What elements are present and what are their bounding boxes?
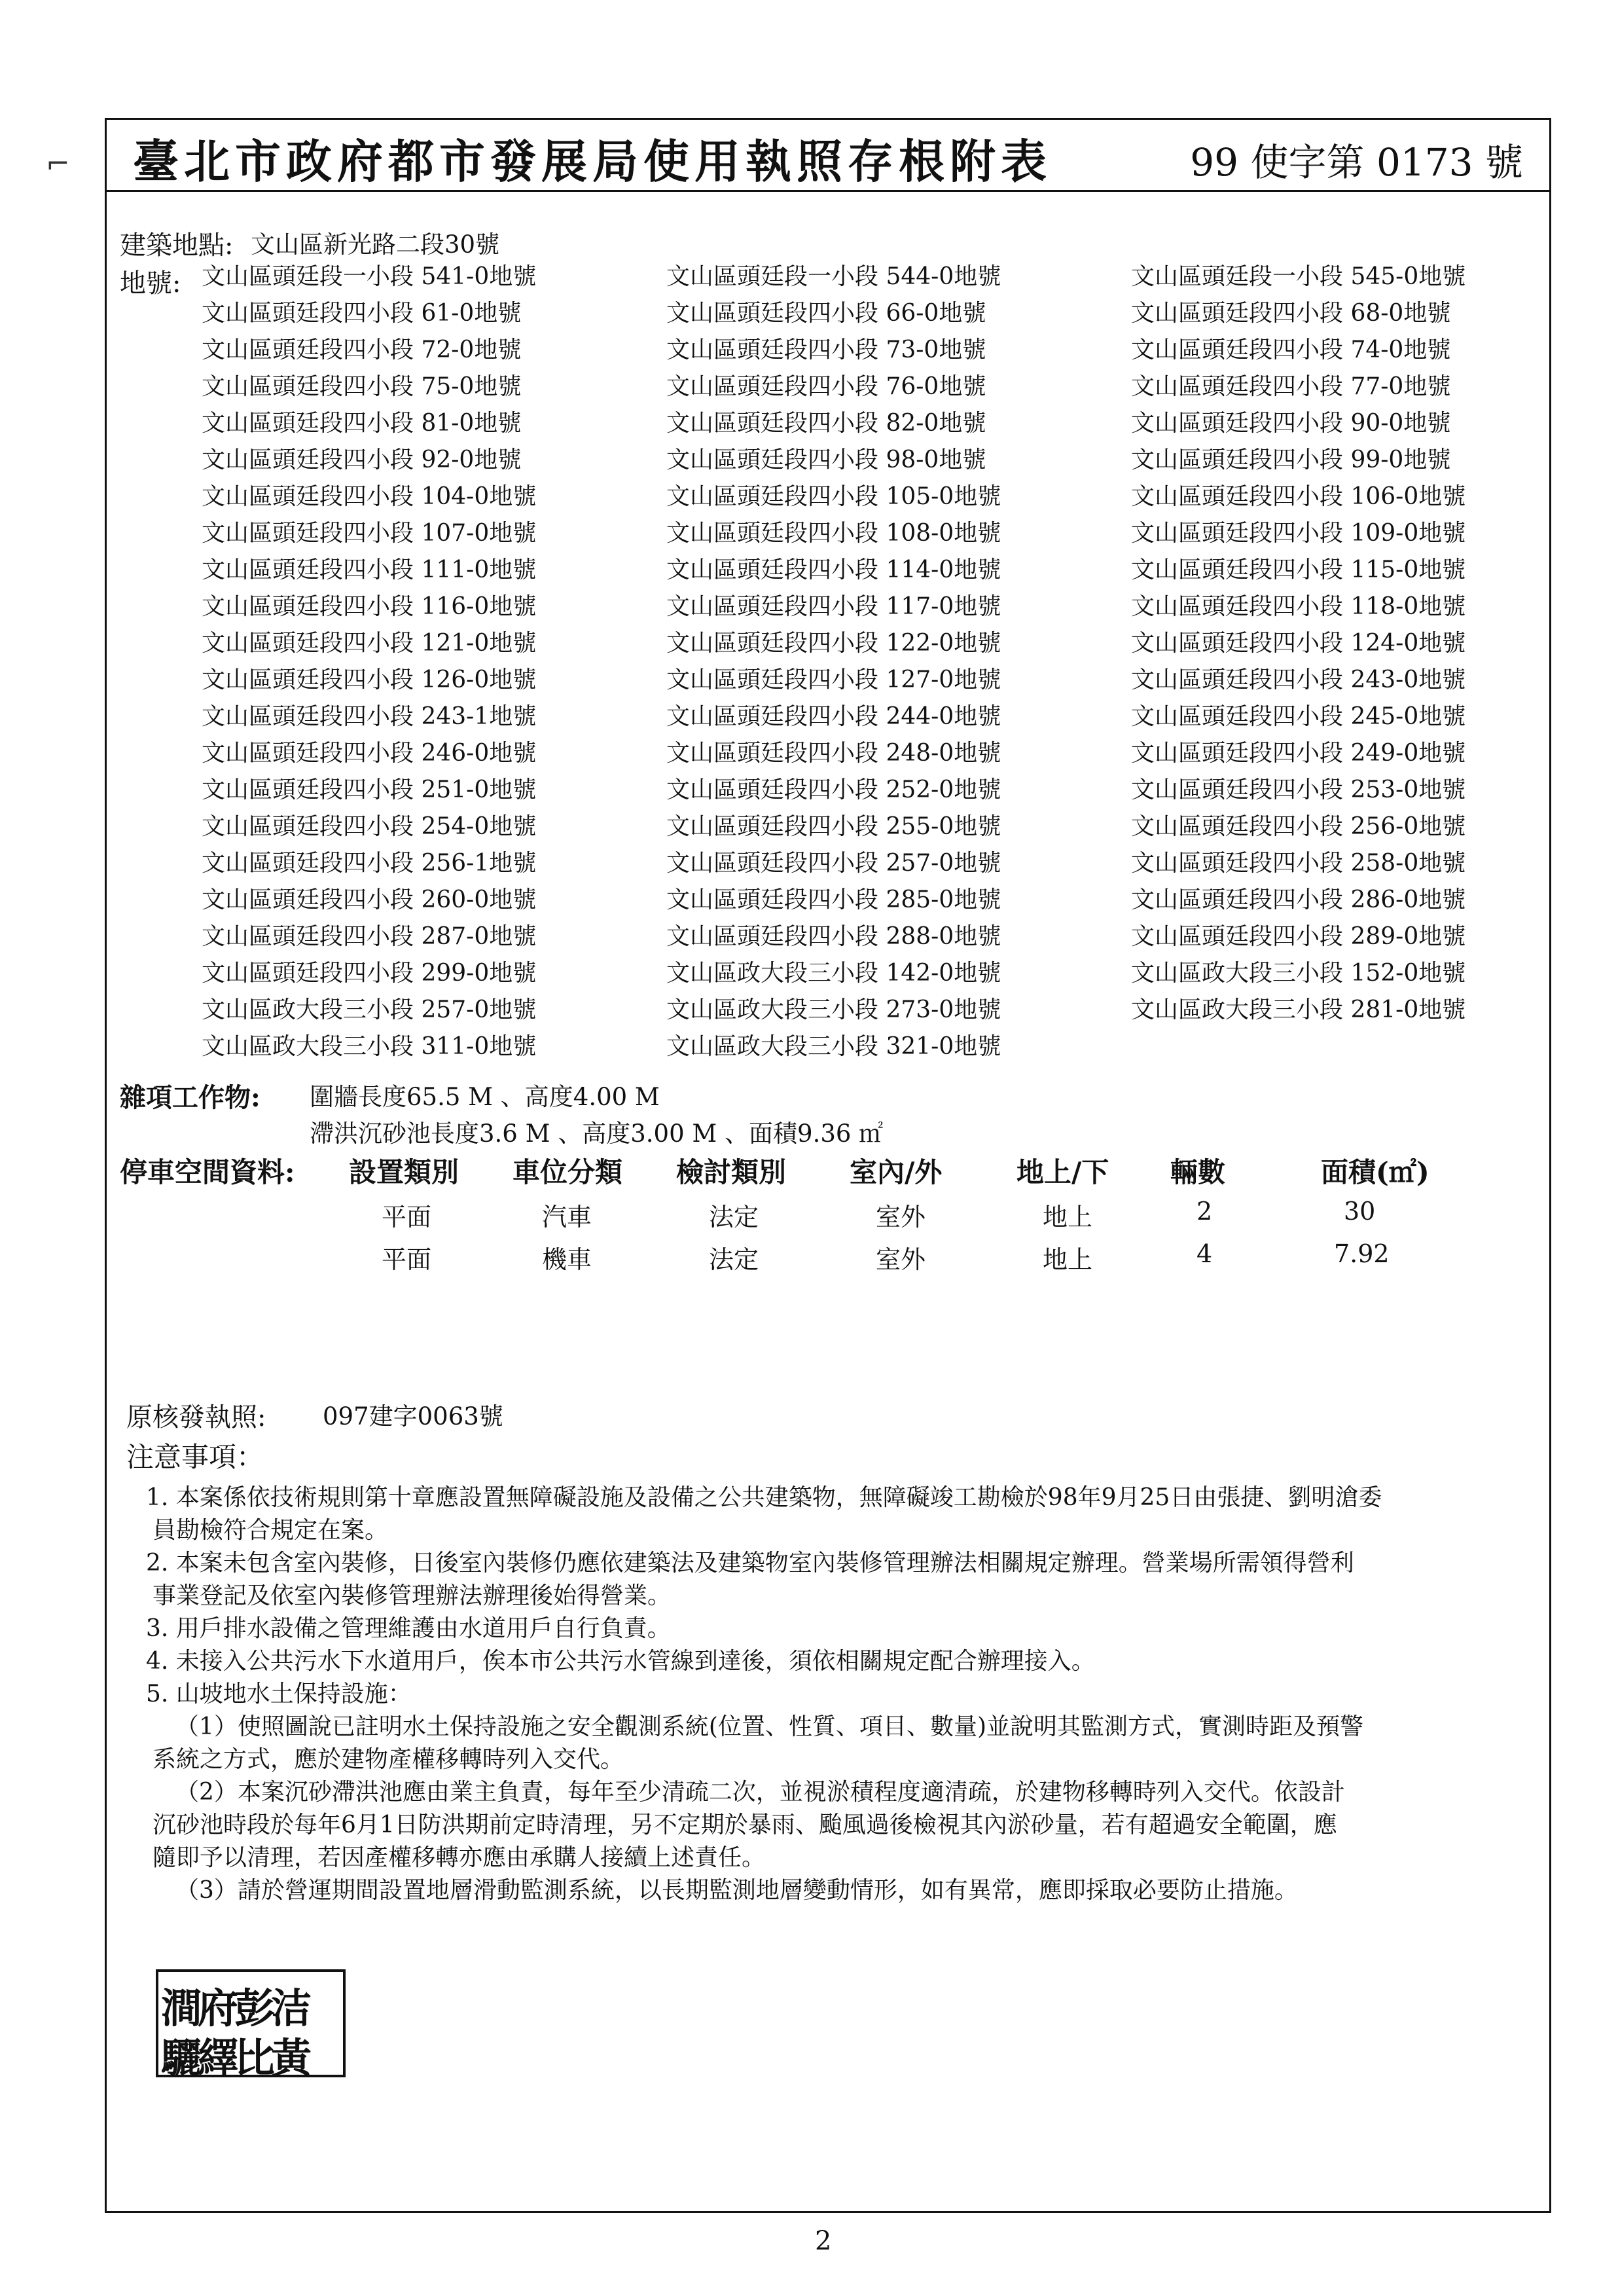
parking-cell: 法定 bbox=[709, 1245, 759, 1274]
lot-item: 文山區頭廷段四小段 289-0地號 bbox=[1131, 923, 1466, 950]
parking-cell: 室外 bbox=[876, 1245, 926, 1274]
lot-item: 文山區頭廷段一小段 541-0地號 bbox=[202, 263, 537, 290]
parking-header-cell: 設置類別 bbox=[349, 1156, 459, 1188]
lot-item: 文山區政大段三小段 321-0地號 bbox=[666, 1033, 1001, 1060]
parking-cell: 30 bbox=[1344, 1197, 1376, 1226]
lot-item: 文山區頭廷段四小段 114-0地號 bbox=[666, 556, 1001, 583]
parking-cell: 2 bbox=[1196, 1197, 1213, 1226]
lot-item: 文山區頭廷段四小段 81-0地號 bbox=[202, 410, 522, 437]
lot-item: 文山區頭廷段四小段 252-0地號 bbox=[666, 776, 1001, 803]
parking-row bbox=[107, 1197, 1549, 1236]
lot-item: 文山區頭廷段四小段 99-0地號 bbox=[1131, 446, 1451, 473]
parking-header-cell: 面積(㎡) bbox=[1321, 1156, 1429, 1188]
site-value: 文山區新光路二段30號 bbox=[251, 230, 500, 259]
parking-cell: 7.92 bbox=[1334, 1239, 1390, 1268]
lot-item: 文山區頭廷段四小段 286-0地號 bbox=[1131, 886, 1466, 913]
lot-item: 文山區頭廷段四小段 260-0地號 bbox=[202, 886, 537, 913]
original-permit-value: 097建字0063號 bbox=[323, 1402, 503, 1430]
note-item: 2. 本案未包含室內裝修，日後室內裝修仍應依建築法及建築物室內裝修管理辦法相關規定辦理。營業場所需領得營利 bbox=[146, 1550, 1354, 1576]
misc-works-line2: 滯洪沉砂池長度3.6 M 、高度3.00 M 、面積9.36 ㎡ bbox=[310, 1120, 884, 1148]
lot-item: 文山區頭廷段四小段 75-0地號 bbox=[202, 373, 522, 400]
document-frame bbox=[105, 118, 1551, 2213]
lot-item: 文山區頭廷段四小段 115-0地號 bbox=[1131, 556, 1466, 583]
permit-number: 99 使字第 0173 號 bbox=[1190, 140, 1523, 185]
lot-item: 文山區政大段三小段 142-0地號 bbox=[666, 960, 1001, 987]
parking-row bbox=[107, 1239, 1549, 1279]
lot-item: 文山區頭廷段四小段 73-0地號 bbox=[666, 337, 986, 363]
lot-item: 文山區頭廷段四小段 126-0地號 bbox=[202, 666, 537, 693]
lot-item: 文山區頭廷段四小段 254-0地號 bbox=[202, 813, 537, 840]
parking-header-cell: 檢討類別 bbox=[676, 1156, 787, 1188]
lot-item: 文山區頭廷段四小段 256-1地號 bbox=[202, 850, 537, 877]
lot-item: 文山區頭廷段四小段 74-0地號 bbox=[1131, 337, 1451, 363]
parking-cell: 平面 bbox=[382, 1245, 432, 1274]
lot-item: 文山區頭廷段四小段 249-0地號 bbox=[1131, 740, 1466, 767]
note-subitem: （3）請於營運期間設置地層滑動監測系統，以長期監測地層變動情形，如有異常，應即採取必要防止措施。 bbox=[175, 1877, 1298, 1904]
lot-item: 文山區頭廷段四小段 92-0地號 bbox=[202, 446, 522, 473]
lot-item: 文山區政大段三小段 311-0地號 bbox=[202, 1033, 537, 1060]
note-continuation: 事業登記及依室內裝修管理辦法辦理後始得營業。 bbox=[153, 1582, 672, 1609]
note-continuation: 隨即予以清理，若因產權移轉亦應由承購人接續上述責任。 bbox=[153, 1844, 766, 1871]
lot-item: 文山區頭廷段四小段 257-0地號 bbox=[666, 850, 1001, 877]
lot-item: 文山區頭廷段四小段 104-0地號 bbox=[202, 483, 537, 510]
parking-header-cell: 輛數 bbox=[1170, 1156, 1226, 1188]
lots-label: 地號: bbox=[120, 268, 181, 299]
note-item: 1. 本案係依技術規則第十章應設置無障礙設施及設備之公共建築物，無障礙竣工勘檢於98年9月25日由張捷、劉明滄委 bbox=[146, 1484, 1382, 1511]
lot-item: 文山區頭廷段四小段 244-0地號 bbox=[666, 703, 1001, 730]
parking-cell: 4 bbox=[1196, 1239, 1213, 1268]
lot-item: 文山區頭廷段四小段 61-0地號 bbox=[202, 300, 522, 327]
note-item: 3. 用戶排水設備之管理維護由水道用戶自行負責。 bbox=[146, 1615, 671, 1642]
lot-item: 文山區頭廷段四小段 105-0地號 bbox=[666, 483, 1001, 510]
header bbox=[107, 120, 1549, 192]
lot-item: 文山區頭廷段四小段 109-0地號 bbox=[1131, 520, 1466, 547]
site-label: 建築地點: bbox=[120, 230, 234, 261]
lot-item: 文山區政大段三小段 152-0地號 bbox=[1131, 960, 1466, 987]
misc-works-label: 雜項工作物: bbox=[120, 1082, 261, 1113]
note-continuation: 系統之方式，應於建物產權移轉時列入交代。 bbox=[153, 1746, 624, 1773]
lot-item: 文山區頭廷段四小段 77-0地號 bbox=[1131, 373, 1451, 400]
parking-header-cell: 室內/外 bbox=[850, 1156, 943, 1188]
page-title: 臺北市政府都市發展局使用執照存根附表 bbox=[133, 134, 1052, 189]
seal-line-1: 澗府彭洁 bbox=[161, 1984, 308, 2032]
lot-item: 文山區頭廷段四小段 90-0地號 bbox=[1131, 410, 1451, 437]
parking-cell: 室外 bbox=[876, 1203, 926, 1231]
lot-item: 文山區頭廷段一小段 544-0地號 bbox=[666, 263, 1001, 290]
lot-item: 文山區頭廷段四小段 243-0地號 bbox=[1131, 666, 1466, 693]
lot-list bbox=[202, 259, 1511, 1065]
lot-item: 文山區頭廷段四小段 285-0地號 bbox=[666, 886, 1001, 913]
lot-item: 文山區頭廷段四小段 68-0地號 bbox=[1131, 300, 1451, 327]
lot-item: 文山區頭廷段四小段 246-0地號 bbox=[202, 740, 537, 767]
lot-item: 文山區頭廷段四小段 117-0地號 bbox=[666, 593, 1001, 620]
lot-item: 文山區頭廷段四小段 127-0地號 bbox=[666, 666, 1001, 693]
lot-item: 文山區頭廷段四小段 122-0地號 bbox=[666, 630, 1001, 657]
lot-item: 文山區頭廷段四小段 288-0地號 bbox=[666, 923, 1001, 950]
parking-cell: 平面 bbox=[382, 1203, 432, 1231]
seal-line-2: 驪繹比黃 bbox=[161, 2034, 308, 2082]
lot-item: 文山區頭廷段四小段 256-0地號 bbox=[1131, 813, 1466, 840]
scan-mark: ⌐ bbox=[46, 147, 70, 181]
note-item: 5. 山坡地水土保持設施： bbox=[146, 1681, 412, 1707]
lot-item: 文山區頭廷段四小段 116-0地號 bbox=[202, 593, 537, 620]
lot-item: 文山區頭廷段四小段 108-0地號 bbox=[666, 520, 1001, 547]
parking-cell: 機車 bbox=[542, 1245, 592, 1274]
lot-item: 文山區頭廷段四小段 253-0地號 bbox=[1131, 776, 1466, 803]
lot-item: 文山區頭廷段四小段 287-0地號 bbox=[202, 923, 537, 950]
lot-item: 文山區頭廷段四小段 111-0地號 bbox=[202, 556, 537, 583]
lot-item: 文山區頭廷段四小段 106-0地號 bbox=[1131, 483, 1466, 510]
lot-item: 文山區政大段三小段 281-0地號 bbox=[1131, 996, 1466, 1023]
lot-item: 文山區頭廷段四小段 121-0地號 bbox=[202, 630, 537, 657]
parking-header-cell: 地上/下 bbox=[1016, 1156, 1109, 1188]
note-continuation: 沉砂池時段於每年6月1日防洪期前定時清理，另不定期於暴雨、颱風過後檢視其內淤砂量，若有超過安全範圍，應 bbox=[153, 1812, 1337, 1838]
official-seal bbox=[156, 1969, 346, 2082]
lot-item: 文山區政大段三小段 273-0地號 bbox=[666, 996, 1001, 1023]
lot-item: 文山區頭廷段四小段 243-1地號 bbox=[202, 703, 537, 730]
lot-item: 文山區頭廷段四小段 245-0地號 bbox=[1131, 703, 1466, 730]
lot-item: 文山區頭廷段四小段 76-0地號 bbox=[666, 373, 986, 400]
lot-item: 文山區頭廷段四小段 82-0地號 bbox=[666, 410, 986, 437]
lot-item: 文山區頭廷段四小段 107-0地號 bbox=[202, 520, 537, 547]
note-subitem: （2）本案沉砂滯洪池應由業主負責，每年至少清疏二次，並視淤積程度適清疏，於建物移轉時列入交代。依設計 bbox=[175, 1779, 1345, 1806]
lot-item: 文山區頭廷段四小段 299-0地號 bbox=[202, 960, 537, 987]
lot-item: 文山區頭廷段四小段 255-0地號 bbox=[666, 813, 1001, 840]
parking-header-cell: 車位分類 bbox=[512, 1156, 623, 1188]
original-permit-label: 原核發執照: bbox=[126, 1402, 266, 1432]
notes-list bbox=[146, 1482, 1514, 1907]
note-item: 4. 未接入公共污水下水道用戶，俟本市公共污水管線到達後，須依相關規定配合辦理接入。 bbox=[146, 1648, 1095, 1675]
parking-label: 停車空間資料: bbox=[120, 1156, 295, 1188]
parking-cell: 法定 bbox=[709, 1203, 759, 1231]
parking-cell: 汽車 bbox=[542, 1203, 592, 1231]
lot-item: 文山區頭廷段四小段 124-0地號 bbox=[1131, 630, 1466, 657]
lot-item: 文山區頭廷段四小段 248-0地號 bbox=[666, 740, 1001, 767]
lot-item: 文山區政大段三小段 257-0地號 bbox=[202, 996, 537, 1023]
parking-header-row bbox=[107, 1151, 1549, 1190]
lot-item: 文山區頭廷段四小段 98-0地號 bbox=[666, 446, 986, 473]
notes-heading: 注意事項： bbox=[126, 1441, 264, 1473]
lot-item: 文山區頭廷段四小段 118-0地號 bbox=[1131, 593, 1466, 620]
note-continuation: 員勘檢符合規定在案。 bbox=[153, 1517, 389, 1544]
lot-item: 文山區頭廷段四小段 66-0地號 bbox=[666, 300, 986, 327]
note-subitem: （1）使照圖說已註明水土保持設施之安全觀測系統(位置、性質、項目、數量)並說明其監測方式，實測時距及預警 bbox=[175, 1713, 1363, 1740]
parking-cell: 地上 bbox=[1043, 1245, 1093, 1274]
lot-item: 文山區頭廷段四小段 258-0地號 bbox=[1131, 850, 1466, 877]
lot-item: 文山區頭廷段四小段 72-0地號 bbox=[202, 337, 522, 363]
parking-cell: 地上 bbox=[1043, 1203, 1093, 1231]
lot-item: 文山區頭廷段四小段 251-0地號 bbox=[202, 776, 537, 803]
page-number: 2 bbox=[815, 2226, 832, 2256]
lot-item: 文山區頭廷段一小段 545-0地號 bbox=[1131, 263, 1466, 290]
misc-works-line1: 圍牆長度65.5 M 、高度4.00 M bbox=[310, 1083, 660, 1111]
